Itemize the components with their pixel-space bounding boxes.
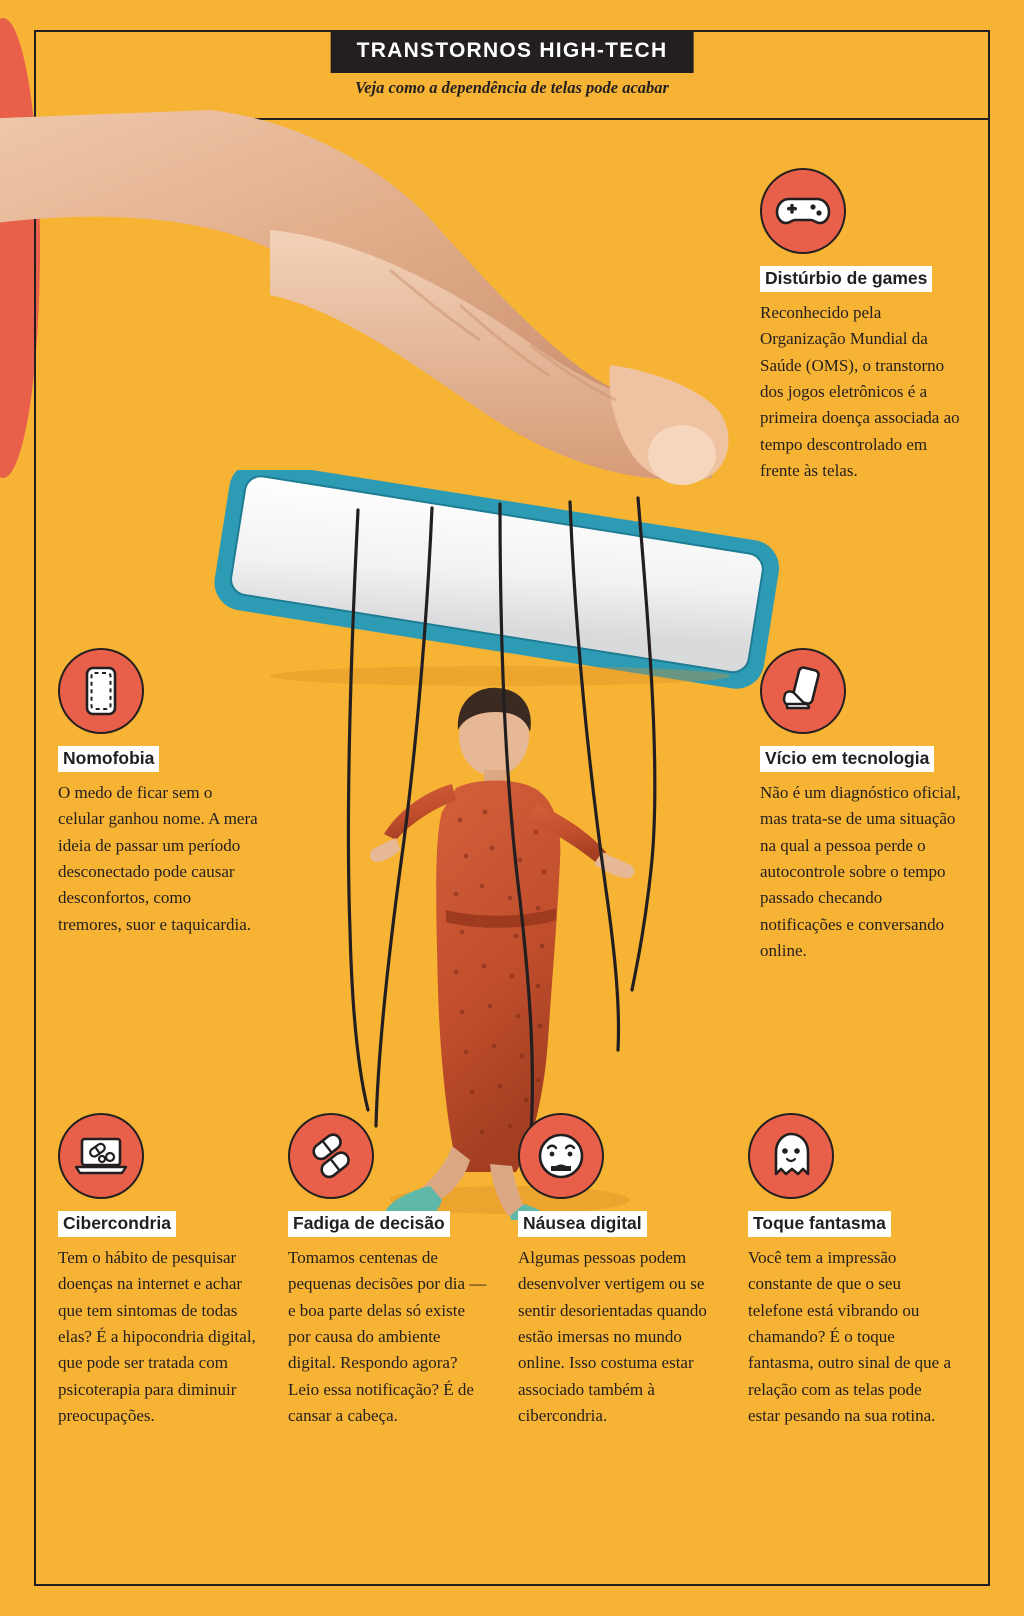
block-title: Náusea digital	[518, 1211, 647, 1237]
info-block-nausea-digital	[518, 1113, 723, 1429]
gamepad-icon	[760, 168, 846, 254]
block-title: Fadiga de decisão	[288, 1211, 450, 1237]
page-subtitle: Veja como a dependência de telas pode acabar	[355, 78, 669, 97]
block-title: Vício em tecnologia	[760, 746, 934, 772]
block-body: Não é um diagnóstico oficial, mas trata-se de uma situação na qual a pessoa perde o autocontrole sobre o tempo passado checando notificações e conversando online.	[760, 783, 961, 961]
block-body: Algumas pessoas podem desenvolver vertigem ou se sentir desorientadas quando estão imersas no mundo online. Isso costuma estar associado também à cibercondria.	[518, 1248, 707, 1426]
dizzy-face-icon	[518, 1113, 604, 1199]
block-title: Cibercondria	[58, 1211, 176, 1237]
block-body: Tem o hábito de pesquisar doenças na internet e achar que tem sintomas de todas elas? É a hipocondria digital, que pode ser tratada com psicoterapia para diminuir preocupações.	[58, 1248, 256, 1426]
hand-holding-phone-icon	[760, 648, 846, 734]
block-body: Tomamos centenas de pequenas decisões por dia — e boa parte delas só existe por causa do ambiente digital. Respondo agora? Leio essa notificação? É de cansar a cabeça.	[288, 1248, 487, 1426]
info-block-fadiga-decisao	[288, 1113, 488, 1429]
ghost-icon	[748, 1113, 834, 1199]
laptop-pills-icon	[58, 1113, 144, 1199]
block-body: Você tem a impressão constante de que o seu telefone está vibrando ou chamando? É o toque fantasma, outro sinal de que a relação com as telas pode estar pesando na sua rotina.	[748, 1248, 951, 1426]
block-title: Nomofobia	[58, 746, 159, 772]
block-title: Toque fantasma	[748, 1211, 891, 1237]
info-block-cibercondria	[58, 1113, 270, 1429]
info-block-nomofobia	[58, 648, 258, 938]
block-body: O medo de ficar sem o celular ganhou nome. A mera ideia de passar um período desconectado pode causar desconfortos, como tremores, suor e taquicardia.	[58, 783, 258, 934]
page-title: TRANSTORNOS HIGH-TECH	[331, 30, 694, 73]
info-block-toque-fantasma	[748, 1113, 956, 1429]
pills-icon	[288, 1113, 374, 1199]
block-title: Distúrbio de games	[760, 266, 932, 292]
hand-illustration	[0, 110, 760, 540]
info-block-vicio-tecnologia	[760, 648, 965, 964]
block-body: Reconhecido pela Organização Mundial da Saúde (OMS), o transtorno dos jogos eletrônicos é a primeira doença associada ao tempo descontrolado em frente às telas.	[760, 303, 960, 481]
info-block-games	[760, 168, 968, 484]
smartphone-outline-icon	[58, 648, 144, 734]
